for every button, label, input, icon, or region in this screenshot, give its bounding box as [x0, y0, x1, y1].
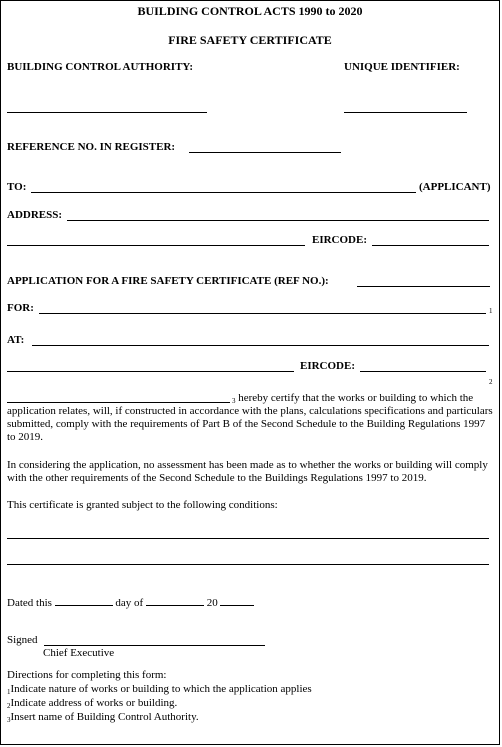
at-label: AT: — [7, 334, 25, 346]
to-label: TO: — [7, 181, 27, 193]
works-eircode-label: EIRCODE: — [300, 360, 356, 372]
dated-month-field[interactable] — [146, 595, 204, 606]
address-field-2[interactable] — [7, 245, 305, 246]
certify-text: hereby certify that the works or building to which the — [238, 392, 474, 404]
address-field-1[interactable] — [67, 220, 489, 221]
applicant-field[interactable] — [31, 192, 416, 193]
applicant-label: (APPLICANT) — [419, 181, 491, 193]
dated-day-field[interactable] — [55, 595, 113, 606]
reference-field[interactable] — [189, 152, 341, 153]
day-of-label: day of — [115, 597, 144, 609]
consideration-paragraph: In considering the application, no assessment has been made as to whether the works or building will comply with the other requirements of the Second Schedule to the Buildings Regulations 1997 to 2019. — [7, 459, 488, 484]
eircode-label: EIRCODE: — [312, 234, 368, 246]
application-label: APPLICATION FOR A FIRE SAFETY CERTIFICATE (REF NO.): — [7, 275, 329, 287]
dated-row — [7, 595, 254, 610]
conditions-text: This certificate is granted subject to the following conditions: — [7, 499, 278, 511]
unique-identifier-field[interactable] — [344, 112, 467, 113]
certify-paragraph: application relates, will, if constructed in accordance with the plans, calculations specifications and particulars submitted, comply with the requirements of Part B of the Second Schedule to the Building Regulations 1997 to 2019. — [7, 405, 493, 443]
direction-item-3: 3Insert name of Building Control Authority. — [7, 711, 199, 724]
conditions-field-1[interactable] — [7, 538, 489, 539]
form-title: BUILDING CONTROL ACTS 1990 to 2020 — [137, 4, 363, 18]
footnote-ref-2: 2 — [489, 378, 493, 386]
dated-year-field[interactable] — [220, 595, 254, 606]
dated-label: Dated this — [7, 597, 52, 609]
direction-item-1: 1Indicate nature of works or building to which the application applies — [7, 683, 312, 696]
address-label: ADDRESS: — [7, 209, 63, 221]
reference-label: REFERENCE NO. IN REGISTER: — [7, 141, 176, 153]
for-label: FOR: — [7, 302, 34, 314]
unique-identifier-label: UNIQUE IDENTIFIER: — [344, 61, 460, 73]
footnote-ref-3: 3 — [232, 397, 236, 405]
application-ref-field[interactable] — [357, 286, 490, 287]
signatory-title: Chief Executive — [43, 647, 115, 659]
direction-item-2: 2Indicate address of works or building. — [7, 697, 178, 710]
certify-line — [232, 392, 473, 406]
works-nature-field[interactable] — [39, 313, 486, 314]
works-address-field-1[interactable] — [32, 345, 489, 346]
year-prefix: 20 — [206, 597, 218, 609]
works-address-field-2[interactable] — [7, 371, 294, 372]
form-subtitle: FIRE SAFETY CERTIFICATE — [168, 33, 332, 47]
authority-name-field[interactable] — [7, 402, 230, 403]
signed-label: Signed — [7, 634, 38, 646]
authority-field[interactable] — [7, 112, 207, 113]
eircode-field[interactable] — [372, 245, 489, 246]
conditions-field-2[interactable] — [7, 564, 489, 565]
footnote-ref-1: 1 — [489, 307, 493, 315]
directions-heading: Directions for completing this form: — [7, 669, 167, 681]
authority-label: BUILDING CONTROL AUTHORITY: — [7, 61, 194, 73]
signature-field[interactable] — [44, 645, 265, 646]
works-eircode-field[interactable] — [360, 371, 486, 372]
